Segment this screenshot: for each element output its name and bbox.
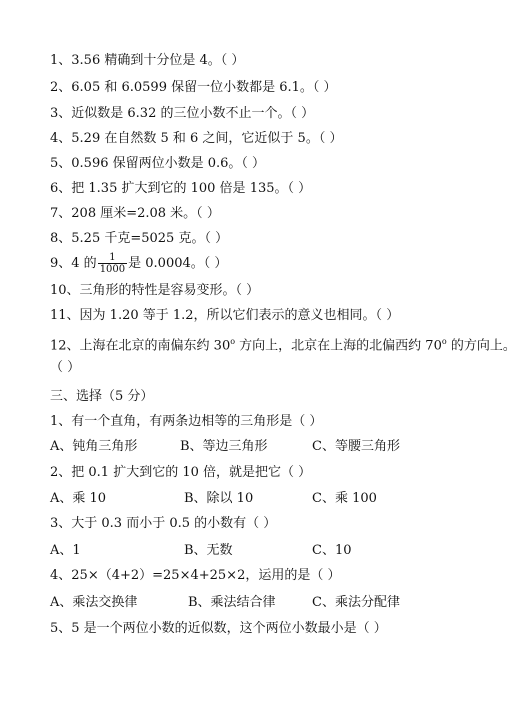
degree-mark: o bbox=[441, 337, 447, 346]
fraction-numerator: 1 bbox=[109, 252, 116, 263]
option-c: C、乘法分配律 bbox=[312, 595, 400, 610]
tf-q12-part-b: 方向上，北京在上海的北偏西约 70 bbox=[235, 338, 442, 354]
tf-q12-part-a: 12、上海在北京的南偏东约 30 bbox=[50, 338, 231, 354]
option-c: C、10 bbox=[312, 543, 352, 558]
option-a: A、乘 10 bbox=[50, 491, 107, 506]
tf-q12-part-c: 的方向上。 bbox=[446, 338, 516, 354]
fraction bbox=[98, 252, 127, 275]
tf-question-1: 1、3.56 精确到十分位是 4。（ ） bbox=[50, 53, 245, 68]
fraction-denominator: 1000 bbox=[99, 264, 126, 275]
tf-question-3: 3、近似数是 6.32 的三位小数不止一个。（ ） bbox=[50, 106, 315, 121]
mc-question-3: 3、大于 0.3 而小于 0.5 的小数有（ ） bbox=[50, 516, 277, 531]
option-b: B、无数 bbox=[184, 543, 233, 558]
tf-question-10: 10、三角形的特性是容易变形。（ ） bbox=[50, 283, 260, 298]
tf-question-5: 5、0.596 保留两位小数是 0.6。（ ） bbox=[50, 156, 266, 171]
tf-question-8: 8、5.25 千克=5025 克。（ ） bbox=[50, 231, 229, 246]
mc-question-4: 4、25×（4+2）=25×4+25×2，运用的是（ ） bbox=[50, 568, 341, 583]
degree-mark: o bbox=[230, 337, 236, 346]
tf-question-12-blank: （ ） bbox=[50, 360, 81, 375]
option-a: A、钝角三角形 bbox=[50, 439, 138, 454]
tf-question-12 bbox=[50, 334, 516, 354]
option-c: C、乘 100 bbox=[312, 491, 377, 506]
mc-question-2-options bbox=[50, 491, 470, 507]
tf-question-6: 6、把 1.35 扩大到它的 100 倍是 135。（ ） bbox=[50, 181, 312, 196]
tf-question-7: 7、208 厘米=2.08 米。（ ） bbox=[50, 206, 220, 221]
tf-q9-suffix: 是 0.0004。（ ） bbox=[128, 256, 228, 271]
tf-question-9 bbox=[50, 252, 227, 275]
mc-question-1: 1、有一个直角，有两条边相等的三角形是（ ） bbox=[50, 414, 323, 429]
option-b: B、等边三角形 bbox=[180, 439, 268, 454]
option-b: B、除以 10 bbox=[184, 491, 254, 506]
option-b: B、乘法结合律 bbox=[188, 595, 276, 610]
mc-question-5: 5、5 是一个两位小数的近似数，这个两位小数最小是（ ） bbox=[50, 621, 387, 636]
tf-q9-prefix: 9、4 的 bbox=[50, 256, 97, 271]
tf-question-4: 4、5.29 在自然数 5 和 6 之间，它近似于 5。（ ） bbox=[50, 131, 343, 146]
mc-question-3-options bbox=[50, 543, 470, 559]
mc-question-1-options bbox=[50, 439, 470, 455]
mc-question-2: 2、把 0.1 扩大到它的 10 倍，就是把它（ ） bbox=[50, 465, 312, 480]
tf-question-11: 11、因为 1.20 等于 1.2，所以它们表示的意义也相同。（ ） bbox=[50, 308, 400, 323]
option-a: A、乘法交换律 bbox=[50, 595, 138, 610]
option-a: A、1 bbox=[50, 543, 81, 558]
tf-question-2: 2、6.05 和 6.0599 保留一位小数都是 6.1。（ ） bbox=[50, 80, 337, 95]
section-title: 三、选择（5 分） bbox=[50, 389, 154, 404]
mc-question-4-options bbox=[50, 595, 470, 611]
option-c: C、等腰三角形 bbox=[312, 439, 400, 454]
